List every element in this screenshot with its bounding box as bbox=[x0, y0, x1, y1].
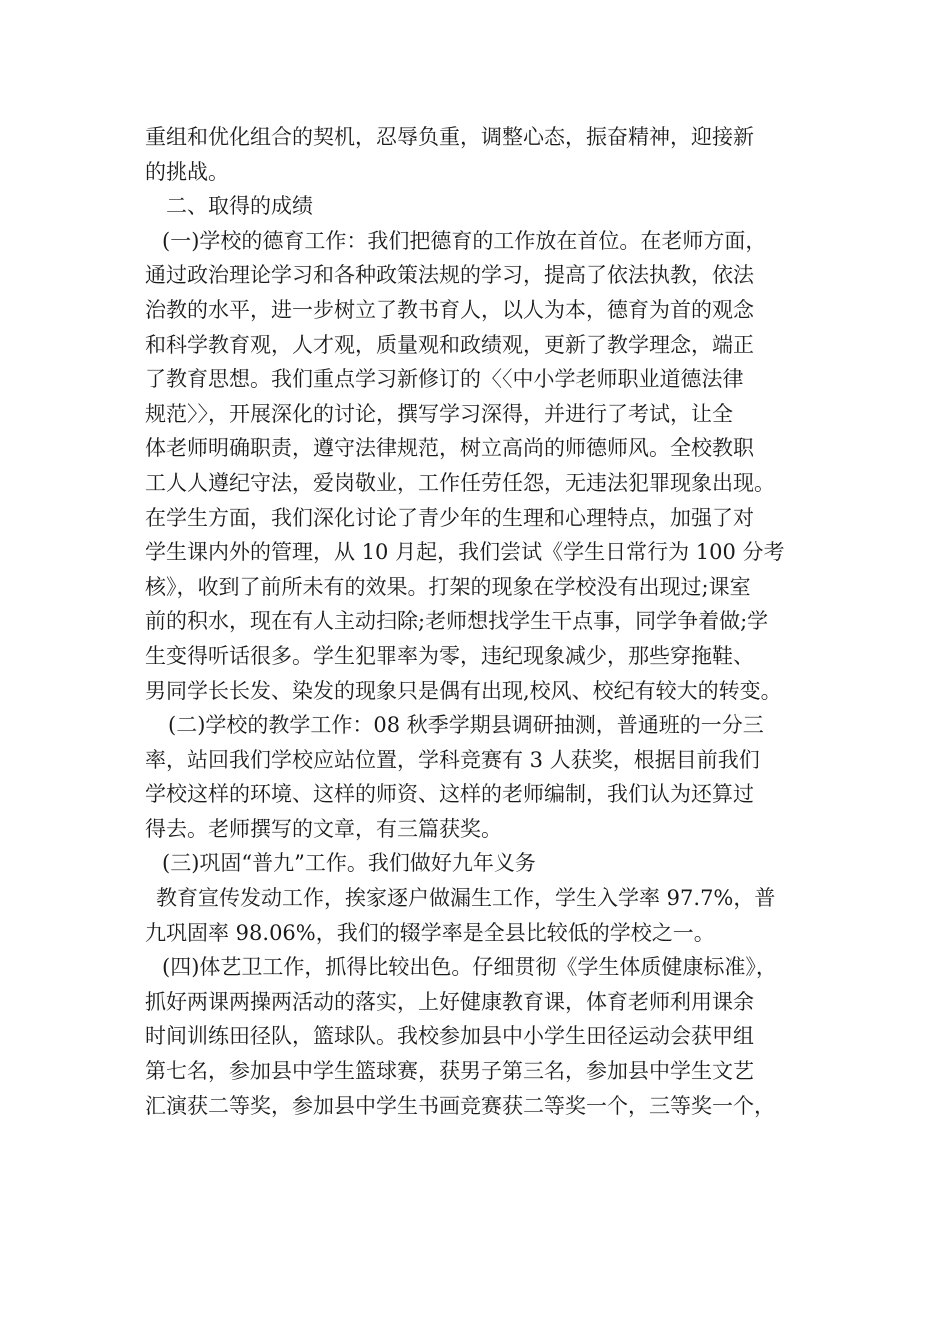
teaching-paragraph bbox=[145, 708, 815, 846]
text-line: 和科学教育观，人才观，质量观和政绩观，更新了教学理念，端正 bbox=[145, 332, 754, 357]
moral-education-paragraph bbox=[145, 224, 815, 708]
text-line: 教育宣传发动工作，挨家逐户做漏生工作，学生入学率 97.7%，普 bbox=[156, 886, 776, 911]
continuation-paragraph bbox=[145, 120, 815, 189]
text-line: 工人人遵纪守法，爱岗敬业，工作任劳任怨，无违法犯罪现象出现。 bbox=[145, 470, 775, 495]
text-line: 重组和优化组合的契机，忍辱负重，调整心态，振奋精神，迎接新 bbox=[145, 125, 754, 149]
text-line: 第七名，参加县中学生篮球赛，获男子第三名，参加县中学生文艺 bbox=[145, 1059, 754, 1084]
text-line: 汇演获二等奖，参加县中学生书画竞赛获二等奖一个，三等奖一个， bbox=[145, 1093, 775, 1118]
text-line: 时间训练田径队，篮球队。我校参加县中小学生田径运动会获甲组 bbox=[145, 1024, 754, 1049]
sports-arts-paragraph bbox=[145, 950, 815, 1123]
text-line: 男同学长长发、染发的现象只是偶有出现,校风、校纪有较大的转变。 bbox=[145, 678, 782, 703]
section-heading bbox=[145, 189, 815, 224]
compulsory-education-paragraph bbox=[145, 846, 815, 881]
text-line: (四)体艺卫工作，抓得比较出色。仔细贯彻《学生体质健康标准》， bbox=[162, 955, 777, 980]
text-line: 的挑战。 bbox=[145, 159, 229, 184]
text-line: (二)学校的教学工作：08 秋季学期县调研抽测，普通班的一分三 bbox=[168, 713, 764, 738]
enrollment-paragraph bbox=[145, 881, 815, 950]
text-line: (一)学校的德育工作：我们把德育的工作放在首位。在老师方面， bbox=[162, 228, 767, 253]
text-line: 率，站回我们学校应站位置，学科竞赛有 3 人获奖，根据目前我们 bbox=[145, 747, 760, 772]
text-line: 规范〉〉，开展深化的讨论，撰写学习深得，并进行了考试，让全 bbox=[145, 401, 733, 426]
text-line: 治教的水平，进一步树立了教书育人，以人为本，德育为首的观念 bbox=[145, 297, 754, 322]
text-line: 抓好两课两操两活动的落实，上好健康教育课，体育老师利用课余 bbox=[145, 989, 754, 1014]
text-line: 二、取得的成绩 bbox=[166, 194, 313, 219]
text-line: 学生课内外的管理，从 10 月起，我们尝试《学生日常行为 100 分考 bbox=[145, 540, 785, 565]
text-line: 通过政治理论学习和各种政策法规的学习，提高了依法执教，依法 bbox=[145, 263, 754, 288]
text-line: (三)巩固“普九”工作。我们做好九年义务 bbox=[162, 851, 536, 876]
text-line: 在学生方面，我们深化讨论了青少年的生理和心理特点，加强了对 bbox=[145, 505, 754, 530]
document-body bbox=[145, 120, 815, 1123]
text-line: 核》，收到了前所未有的效果。打架的现象在学校没有出现过;课室 bbox=[145, 574, 751, 599]
text-line: 了教育思想。我们重点学习新修订的〈〈中小学老师职业道德法律 bbox=[145, 367, 744, 392]
text-line: 体老师明确职责，遵守法律规范，树立高尚的师德师风。全校教职 bbox=[145, 436, 754, 461]
text-line: 九巩固率 98.06%，我们的辍学率是全县比较低的学校之一。 bbox=[145, 920, 715, 945]
text-line: 前的积水，现在有人主动扫除;老师想找学生干点事，同学争着做;学 bbox=[145, 609, 769, 634]
text-line: 得去。老师撰写的文章，有三篇获奖。 bbox=[145, 816, 502, 841]
text-line: 生变得听话很多。学生犯罪率为零，违纪现象减少，那些穿拖鞋、 bbox=[145, 643, 754, 668]
text-line: 学校这样的环境、这样的师资、这样的老师编制，我们认为还算过 bbox=[145, 782, 754, 807]
